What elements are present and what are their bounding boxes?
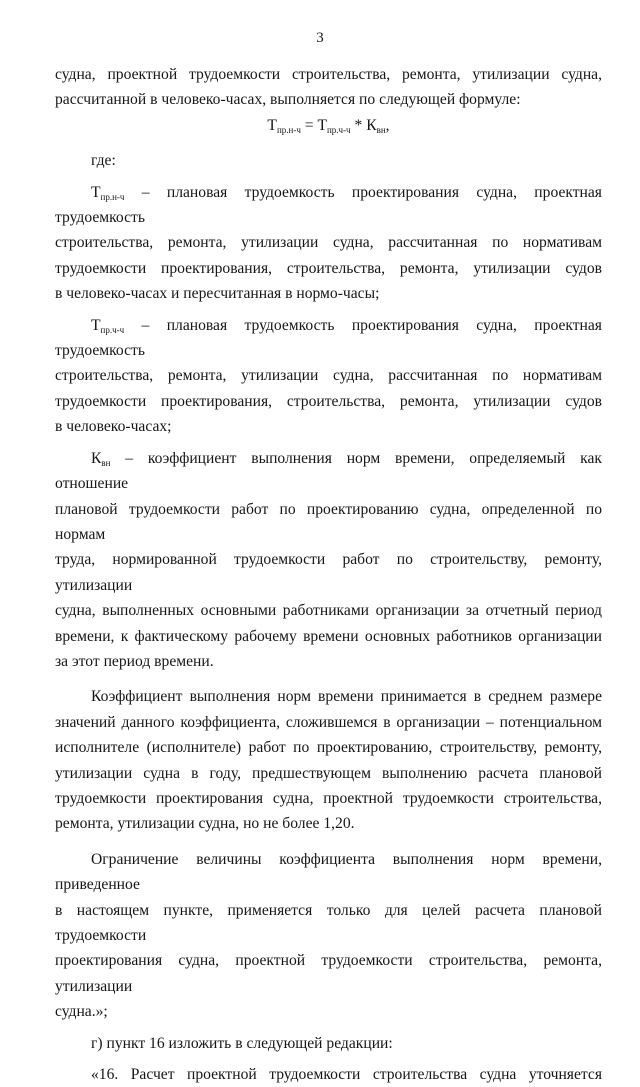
document-body: [55, 62, 602, 1087]
intro-line: судна, проектной трудоемкости строительства, ремонта, утилизации судна,: [55, 66, 602, 83]
definition-line: за этот период времени.: [55, 652, 214, 670]
definition-line: плановой трудоемкости работ по проектированию судна, определенной по нормам: [55, 500, 602, 543]
definition-line: в человеко-часах;: [55, 418, 172, 436]
formula: [55, 113, 602, 138]
definition-text: – коэффициент выполнения норм времени, определяемый как отношение: [55, 449, 602, 493]
formula-symbol: К: [366, 116, 377, 134]
definition-text: – плановая трудоемкость проектирования судна, проектная трудоемкость: [55, 183, 602, 227]
definition-line: строительства, ремонта, утилизации судна, рассчитанная по нормативам: [55, 367, 602, 385]
definition-subscript: вн: [101, 457, 111, 468]
formula-subscript: вн: [376, 124, 386, 135]
page-number: 3: [316, 30, 324, 46]
definition-symbol: Т: [91, 183, 101, 201]
definition-line: в человеко-часах и пересчитанная в нормо-часы;: [55, 285, 380, 303]
definition-line: трудоемкости проектирования, строительства, ремонта, утилизации судов: [55, 392, 602, 410]
definition-line: [55, 313, 602, 364]
formula-subscript: пр.н-ч: [276, 124, 301, 135]
definition-symbol: Т: [91, 316, 101, 334]
paragraph-line: исполнителе (исполнителе) работ по проектированию, строительству, ремонту,: [55, 739, 602, 757]
paragraph-line: «16. Расчет проектной трудоемкости строительства судна уточняется: [91, 1066, 602, 1084]
formula-symbol: Т: [317, 116, 327, 134]
definition-line: времени, к фактическому рабочему времени основных работников организации: [55, 627, 602, 645]
paragraph-line: значений данного коэффициента, сложившемся в организации – потенциальном: [55, 713, 602, 731]
definition-text: – плановая трудоемкость проектирования судна, проектная трудоемкость: [55, 316, 602, 360]
formula-symbol: Т: [267, 116, 277, 134]
formula-punctuation: ,: [385, 116, 390, 134]
definition-line: строительства, ремонта, утилизации судна, рассчитанная по нормативам: [55, 234, 602, 252]
paragraph-line: утилизации судна в году, предшествующем выполнению расчета плановой: [55, 764, 602, 782]
definition-line: [55, 446, 602, 497]
intro-line: рассчитанной в человеко-часах, выполняется по следующей формуле:: [55, 91, 521, 109]
definition-subscript: пр.ч-ч: [100, 324, 125, 335]
paragraph-line: ремонта, утилизации судна, но не более 1,20.: [55, 815, 355, 833]
where-label: где:: [91, 152, 116, 170]
definition-line: труда, нормированной трудоемкости работ по строительству, ремонту, утилизации: [55, 551, 602, 594]
formula-operator: *: [350, 116, 367, 134]
formula-subscript: пр.ч-ч: [326, 124, 351, 135]
definition-symbol: К: [91, 449, 102, 467]
paragraph-line: Ограничение величины коэффициента выполнения норм времени, приведенное: [55, 850, 602, 894]
paragraph-line: судна.»;: [55, 1003, 108, 1021]
paragraph-line: в настоящем пункте, применяется только для целей расчета плановой трудоемкости: [55, 901, 602, 944]
definition-subscript: пр.н-ч: [100, 191, 125, 202]
formula-operator: =: [300, 116, 318, 134]
paragraph-line: проектирования судна, проектной трудоемкости строительства, ремонта, утилизации: [55, 952, 602, 995]
definition-line: судна, выполненных основными работниками организации за отчетный период: [55, 602, 602, 620]
definition-line: [55, 180, 602, 231]
paragraph-line: трудоемкости проектирования судна, проектной трудоемкости строительства,: [55, 789, 602, 807]
definition-line: трудоемкости проектирования, строительства, ремонта, утилизации судов: [55, 259, 602, 277]
paragraph-line: Коэффициент выполнения норм времени принимается в среднем размере: [91, 688, 602, 706]
amendment-item: г) пункт 16 изложить в следующей редакции:: [91, 1034, 393, 1052]
